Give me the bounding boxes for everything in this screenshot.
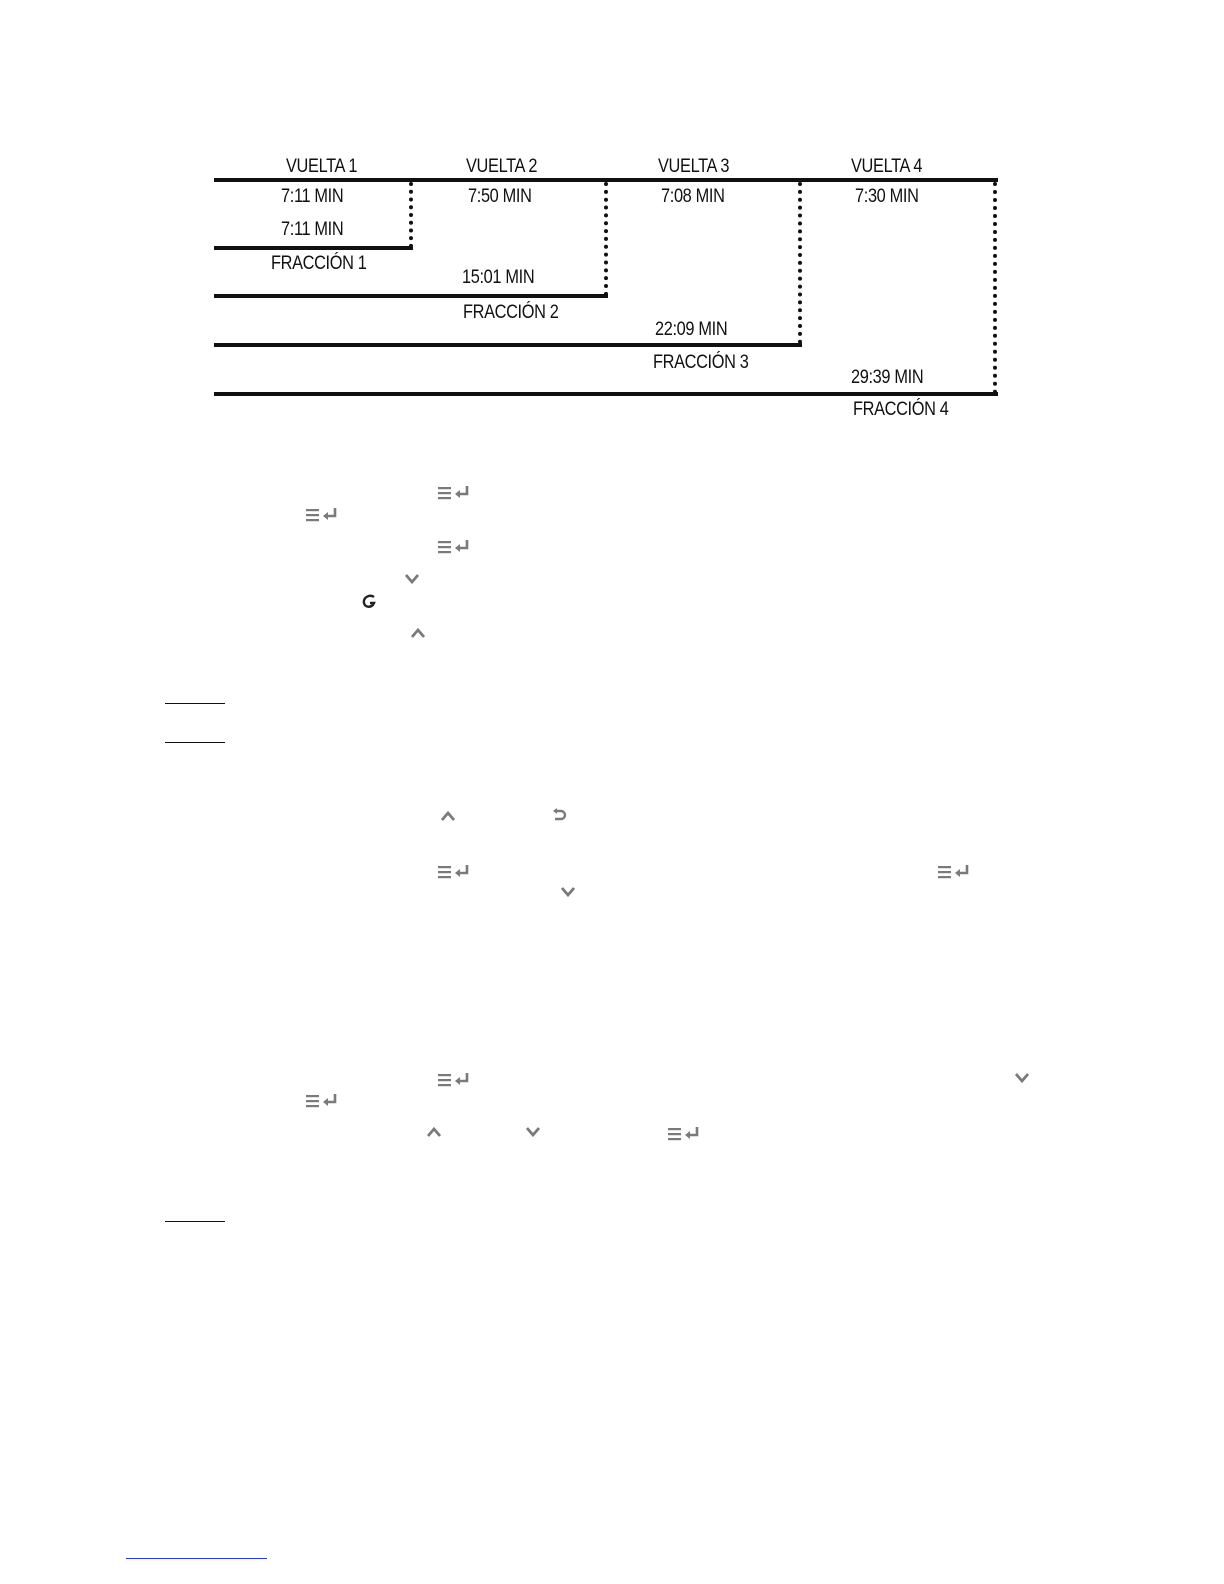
chevron-down-icon <box>404 573 420 585</box>
menu-enter-icon <box>438 539 472 555</box>
section-rule <box>165 742 225 743</box>
chevron-up-icon <box>426 1126 442 1138</box>
menu-enter-icon <box>668 1126 702 1142</box>
cumulative-time-1: 7:11 MIN <box>281 219 344 240</box>
fraction-2-line <box>214 294 608 298</box>
lap-header-4: VUELTA 4 <box>851 156 923 177</box>
fraction-label-2: FRACCIÓN 2 <box>463 302 559 323</box>
lap-2-divider <box>604 182 608 296</box>
fraction-label-1: FRACCIÓN 1 <box>271 253 367 274</box>
fraction-1-line <box>214 246 413 250</box>
menu-enter-icon <box>438 864 472 880</box>
menu-enter-icon <box>306 1093 340 1109</box>
menu-enter-icon <box>938 864 972 880</box>
lap-time-1: 7:11 MIN <box>281 186 344 207</box>
cumulative-time-4: 29:39 MIN <box>851 367 924 388</box>
lap-time-3: 7:08 MIN <box>661 186 725 207</box>
section-rule <box>165 1221 225 1222</box>
lap-1-divider <box>409 182 413 248</box>
menu-enter-icon <box>306 507 340 523</box>
cumulative-time-3: 22:09 MIN <box>655 319 728 340</box>
lap-header-2: VUELTA 2 <box>466 156 538 177</box>
lap-4-divider <box>993 182 997 394</box>
chevron-down-icon <box>525 1126 541 1138</box>
back-icon <box>551 808 567 824</box>
chevron-down-icon <box>560 886 576 898</box>
chevron-up-icon <box>410 627 426 639</box>
chevron-down-icon <box>1014 1072 1030 1084</box>
fraction-4-line <box>214 392 998 396</box>
lap-3-divider <box>798 182 802 344</box>
lap-header-1: VUELTA 1 <box>286 156 358 177</box>
fraction-label-3: FRACCIÓN 3 <box>653 352 749 373</box>
lap-header-3: VUELTA 3 <box>658 156 730 177</box>
lap-time-4: 7:30 MIN <box>855 186 919 207</box>
light-icon <box>361 594 379 610</box>
footnote-link-rule <box>126 1558 267 1559</box>
menu-enter-icon <box>438 1072 472 1088</box>
section-rule <box>165 703 225 704</box>
fraction-label-4: FRACCIÓN 4 <box>853 399 949 420</box>
fraction-3-line <box>214 343 802 347</box>
lap-time-2: 7:50 MIN <box>468 186 532 207</box>
menu-enter-icon <box>438 485 472 501</box>
cumulative-time-2: 15:01 MIN <box>462 267 535 288</box>
chevron-up-icon <box>440 810 456 822</box>
